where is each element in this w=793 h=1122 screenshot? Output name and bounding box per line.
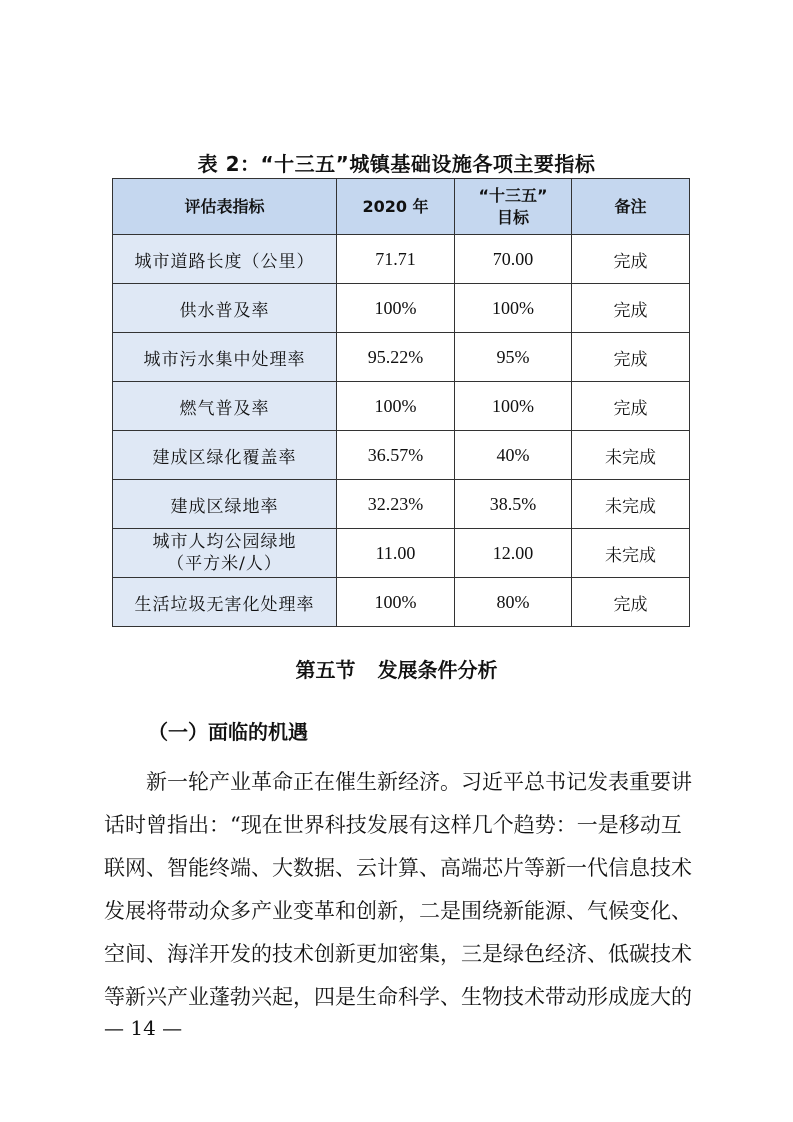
indicator-table [112,178,690,627]
status-note: 完成 [572,578,690,627]
paragraph-line: 等新兴产业蓬勃兴起，四是生命科学、生物技术带动形成庞大的 [104,985,692,1009]
table-row [113,431,690,480]
indicator-name-line1: 城市人均公园绿地 [152,532,297,552]
paragraph-line: 空间、海洋开发的技术创新更加密集，三是绿色经济、低碳技术 [104,942,692,966]
status-note: 完成 [572,333,690,382]
indicator-name-line2: （平方米/人） [167,554,282,574]
value-target: 100% [455,284,572,333]
indicator-name: 燃气普及率 [113,382,337,431]
table-row [113,235,690,284]
table-header-row [113,179,690,235]
indicator-name: 供水普及率 [113,284,337,333]
value-target: 38.5% [455,480,572,529]
header-target-line2: 目标 [496,207,529,227]
value-target: 80% [455,578,572,627]
status-note: 完成 [572,235,690,284]
page-number: — 14 — [104,1016,183,1040]
table-row [113,578,690,627]
value-target: 95% [455,333,572,382]
value-2020: 32.23% [337,480,455,529]
indicator-name: 生活垃圾无害化处理率 [113,578,337,627]
paragraph-line: 联网、智能终端、大数据、云计算、高端芯片等新一代信息技术 [104,856,692,880]
header-indicator: 评估表指标 [113,179,337,235]
value-2020: 71.71 [337,235,455,284]
status-note: 未完成 [572,529,690,578]
indicator-name [113,529,337,578]
table-row [113,480,690,529]
value-target: 12.00 [455,529,572,578]
section-heading [0,654,793,683]
value-2020: 100% [337,284,455,333]
header-target [455,179,572,235]
table-row [113,382,690,431]
header-target-line1: “十三五” [478,185,548,205]
indicator-name: 建成区绿地率 [113,480,337,529]
header-2020: 2020 年 [337,179,455,235]
status-note: 完成 [572,382,690,431]
value-2020: 100% [337,382,455,431]
paragraph-line: 发展将带动众多产业变革和创新，二是围绕新能源、气候变化、 [104,899,692,923]
table-row [113,284,690,333]
value-2020: 36.57% [337,431,455,480]
indicator-name: 城市道路长度（公里） [113,235,337,284]
value-2020: 100% [337,578,455,627]
indicator-name: 城市污水集中处理率 [113,333,337,382]
value-target: 40% [455,431,572,480]
table-caption: 表 2：“十三五”城镇基础设施各项主要指标 [197,152,596,176]
paragraph-line: 话时曾指出：“现在世界科技发展有这样几个趋势：一是移动互 [104,813,682,837]
table-row [113,333,690,382]
section-title: 发展条件分析 [377,658,498,682]
value-target: 100% [455,382,572,431]
header-note: 备注 [572,179,690,235]
section-number: 第五节 [295,658,356,682]
status-note: 完成 [572,284,690,333]
subsection-heading: （一）面临的机遇 [148,720,308,744]
status-note: 未完成 [572,480,690,529]
paragraph-line: 新一轮产业革命正在催生新经济。习近平总书记发表重要讲 [146,770,692,794]
value-target: 70.00 [455,235,572,284]
indicator-name: 建成区绿化覆盖率 [113,431,337,480]
status-note: 未完成 [572,431,690,480]
table-row [113,529,690,578]
value-2020: 95.22% [337,333,455,382]
value-2020: 11.00 [337,529,455,578]
